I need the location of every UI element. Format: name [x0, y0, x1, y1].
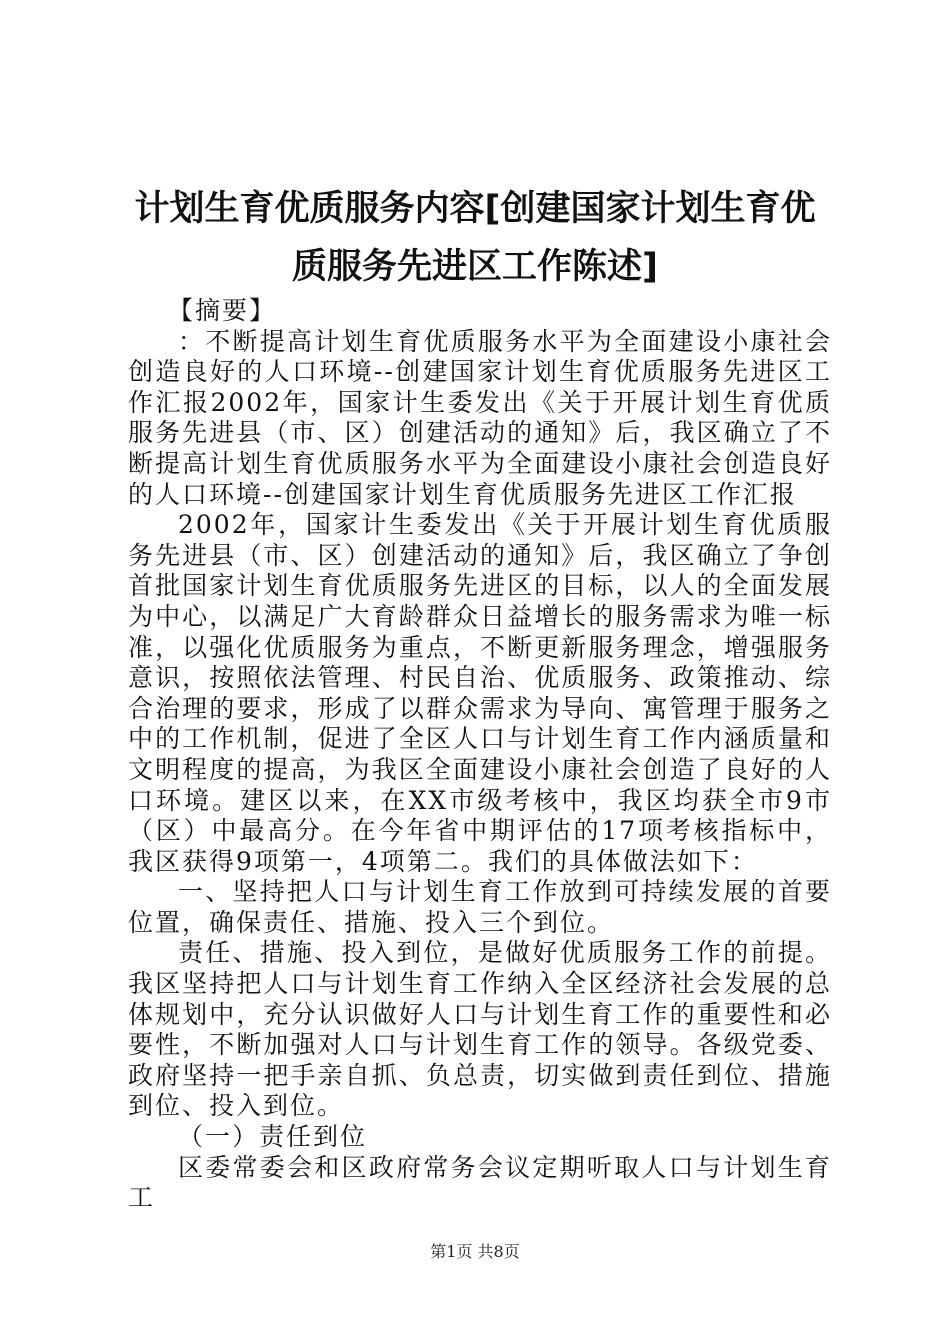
document-title: 计划生育优质服务内容[创建国家计划生育优质服务先进区工作陈述]	[134, 189, 816, 287]
body-paragraph: 2002年，国家计生委发出《关于开展计划生育优质服务先进县（市、区）创建活动的通知》后，我区确立了争创首批国家计划生育优质服务先进区的目标，以人的全面发展为中心，以满足广大育龄群众日益增长的服务需求为唯一标准，以强化优质服务为重点，不断更新服务理念，增强服务意识，按照依法管理、村民自治、优质服务、政策推动、综合治理的要求，形成了以群众需求为导向、寓管理于服务之中的工作机制，促进了全区人口与计划生育工作内涵质量和文明程度的提高，为我区全面建设小康社会创造了良好的人口环境。建区以来，在XX市级考核中，我区均获全市9市（区）中最高分。在今年省中期评估的17项考核指标中，我区获得9项第一，4项第二。我们的具体做法如下：	[128, 510, 832, 876]
body-paragraph: 责任、措施、投入到位，是做好优质服务工作的前提。我区坚持把人口与计划生育工作纳入全区经济社会发展的总体规划中，充分认识做好人口与计划生育工作的重要性和必要性，不断加强对人口与计划生育工作的领导。各级党委、政府坚持一把手亲自抓、负总责，切实做到责任到位、措施到位、投入到位。	[128, 938, 832, 1121]
summary-paragraph: ：不断提高计划生育优质服务水平为全面建设小康社会创造良好的人口环境--创建国家计划生育优质服务先进区工作汇报2002年，国家计生委发出《关于开展计划生育优质服务先进县（市、区）创建活动的通知》后，我区确立了不断提高计划生育优质服务水平为全面建设小康社会创造良好的人口环境--创建国家计划生育优质服务先进区工作汇报	[128, 326, 832, 509]
page-number-footer: 第1页 共8页	[430, 1242, 520, 1261]
document-body	[128, 296, 832, 1214]
subsection-heading: （一）责任到位	[178, 1122, 368, 1152]
section-heading: 一、坚持把人口与计划生育工作放到可持续发展的首要位置，确保责任、措施、投入三个到位。	[128, 877, 832, 937]
summary-label: 【摘要】	[168, 296, 277, 325]
body-paragraph: 区委常委会和区政府常务会议定期听取人口与计划生育工	[128, 1152, 832, 1213]
